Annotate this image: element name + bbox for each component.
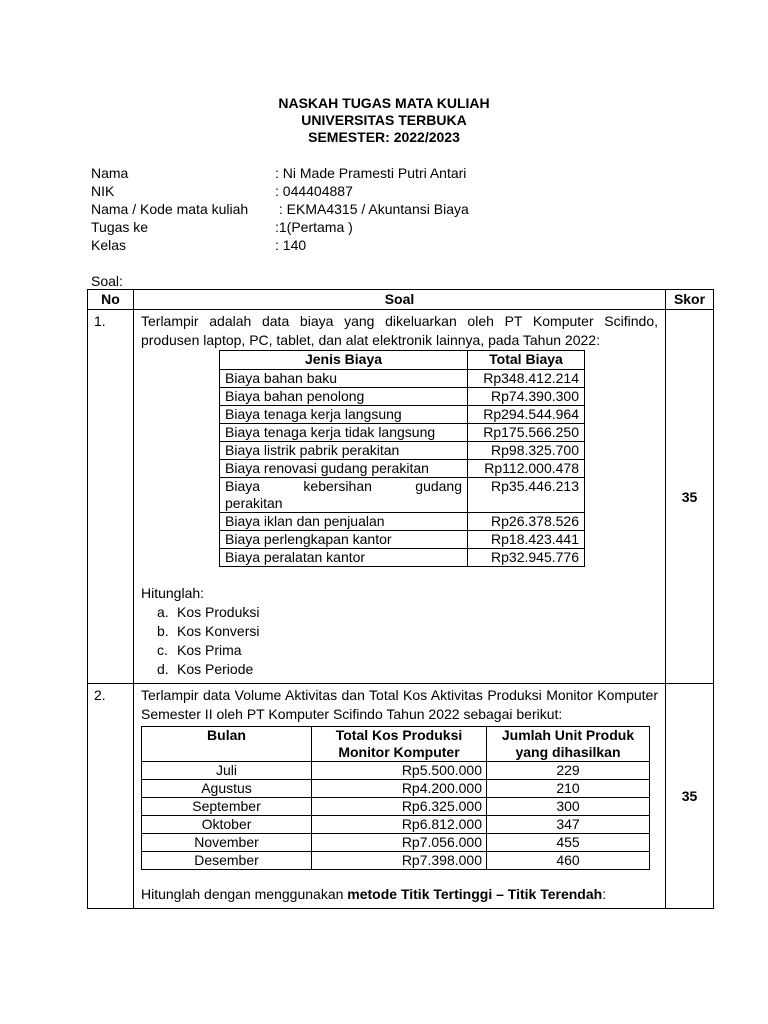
method-prefix: Hitunglah dengan menggunakan (141, 886, 348, 902)
info-value: : Ni Made Pramesti Putri Antari (275, 165, 467, 181)
cost-amount: Rp74.390.300 (468, 388, 585, 406)
cost-table (219, 350, 585, 567)
question-score: 35 (666, 310, 714, 684)
cost-name: Biaya bahan penolong (220, 388, 468, 406)
cost-row (220, 406, 585, 424)
cost-amount: Rp26.378.526 (468, 513, 585, 531)
prod-month: Desember (142, 852, 312, 870)
task-text: Kos Prima (177, 642, 242, 658)
task-item (157, 660, 658, 679)
cost-name-word: kebersihan (303, 478, 372, 494)
prod-cost: Rp4.200.000 (312, 780, 487, 798)
soal-label: Soal: (91, 273, 123, 289)
task-text: Kos Periode (177, 661, 254, 677)
prod-units: 210 (487, 780, 650, 798)
task-item (157, 641, 658, 660)
info-label: Nama (91, 165, 129, 181)
header-no: No (88, 290, 134, 310)
production-row (142, 762, 650, 780)
production-row (142, 816, 650, 834)
cost-name: Biaya renovasi gudang perakitan (220, 460, 468, 478)
question-intro: Terlampir data Volume Aktivitas dan Total Kos Aktivitas Produksi Monitor Komputer Semester II oleh PT Komputer Scifindo Tahun 2022 sebagai berikut: (141, 687, 658, 722)
cost-name: Biaya tenaga kerja langsung (220, 406, 468, 424)
prod-units: 229 (487, 762, 650, 780)
method-name: metode Titik Tertinggi – Titik Terendah (347, 886, 603, 902)
prod-cost: Rp6.812.000 (312, 816, 487, 834)
hitung-label: Hitunglah: (141, 585, 205, 601)
header-skor: Skor (666, 290, 714, 310)
header-title: NASKAH TUGAS MATA KULIAH (278, 95, 490, 111)
task-marker: d. (157, 661, 169, 677)
prod-month: Agustus (142, 780, 312, 798)
task-item (157, 622, 658, 641)
cost-amount: Rp98.325.700 (468, 442, 585, 460)
production-row (142, 834, 650, 852)
production-row (142, 798, 650, 816)
document-header (0, 95, 768, 146)
cost-col-jenis: Jenis Biaya (220, 351, 468, 370)
prod-month: Juli (142, 762, 312, 780)
cost-amount: Rp294.544.964 (468, 406, 585, 424)
info-label: Kelas (91, 237, 127, 253)
cost-row (220, 478, 585, 513)
info-value: :1(Pertama ) (275, 219, 353, 235)
prod-cost: Rp7.056.000 (312, 834, 487, 852)
question-score: 35 (666, 684, 714, 909)
prod-cost: Rp5.500.000 (312, 762, 487, 780)
production-table-header (142, 727, 650, 762)
info-value: : EKMA4315 / Akuntansi Biaya (275, 201, 469, 217)
cost-amount: Rp32.945.776 (468, 549, 585, 567)
cost-row (220, 531, 585, 549)
cost-name-word: Biaya (225, 478, 261, 494)
task-item (157, 603, 658, 622)
cost-name-word: gudang (415, 478, 462, 494)
cost-amount: Rp18.423.441 (468, 531, 585, 549)
cost-row (220, 370, 585, 388)
prod-units: 300 (487, 798, 650, 816)
cost-amount: Rp175.566.250 (468, 424, 585, 442)
cost-name-word: perakitan (225, 495, 283, 511)
question-intro: Terlampir adalah data biaya yang dikeluarkan oleh PT Komputer Scifindo, produsen laptop, PC, tablet, dan alat elektronik lainnya, pada Tahun 2022: (141, 313, 658, 348)
production-row (142, 780, 650, 798)
prod-units: 460 (487, 852, 650, 870)
info-label: NIK (91, 183, 115, 199)
header-semester: SEMESTER: 2022/2023 (308, 129, 460, 145)
cost-col-total: Total Biaya (468, 351, 585, 370)
prod-units: 347 (487, 816, 650, 834)
task-text: Kos Produksi (177, 604, 260, 620)
cost-name: Biaya iklan dan penjualan (220, 513, 468, 531)
cost-amount: Rp112.000.478 (468, 460, 585, 478)
cost-name (220, 478, 468, 513)
method-instruction (141, 885, 658, 904)
prod-units: 455 (487, 834, 650, 852)
task-marker: a. (157, 604, 169, 620)
prod-month: Oktober (142, 816, 312, 834)
prod-cost: Rp6.325.000 (312, 798, 487, 816)
header-soal: Soal (134, 290, 666, 310)
info-label: Nama / Kode mata kuliah (91, 201, 249, 217)
question-row-1 (88, 310, 714, 684)
question-body (134, 310, 666, 684)
production-row (142, 852, 650, 870)
cost-row (220, 442, 585, 460)
cost-row (220, 388, 585, 406)
info-label: Tugas ke (91, 219, 149, 235)
prod-col-unit: Jumlah Unit Produk yang dihasilkan (487, 727, 650, 762)
prod-col-kos: Total Kos Produksi Monitor Komputer (312, 727, 487, 762)
question-body (134, 684, 666, 909)
cost-name: Biaya tenaga kerja tidak langsung (220, 424, 468, 442)
header-university: UNIVERSITAS TERBUKA (301, 112, 467, 128)
cost-row (220, 424, 585, 442)
info-value: : 044404887 (275, 183, 353, 199)
cost-row (220, 549, 585, 567)
cost-table-header (220, 351, 585, 370)
questions-table (87, 289, 714, 909)
task-list (141, 603, 658, 679)
production-table (141, 726, 650, 870)
cost-amount: Rp348.412.214 (468, 370, 585, 388)
prod-month: September (142, 798, 312, 816)
cost-name: Biaya perlengkapan kantor (220, 531, 468, 549)
prod-cost: Rp7.398.000 (312, 852, 487, 870)
cost-name: Biaya peralatan kantor (220, 549, 468, 567)
cost-amount: Rp35.446.213 (468, 478, 585, 513)
cost-name: Biaya listrik pabrik perakitan (220, 442, 468, 460)
method-suffix: : (602, 886, 607, 902)
task-marker: b. (157, 623, 169, 639)
question-number: 2. (88, 684, 134, 909)
task-text: Kos Konversi (177, 623, 260, 639)
cost-row (220, 460, 585, 478)
cost-name: Biaya bahan baku (220, 370, 468, 388)
prod-month: November (142, 834, 312, 852)
prod-col-bulan: Bulan (142, 727, 312, 762)
cost-row (220, 513, 585, 531)
question-number: 1. (88, 310, 134, 684)
questions-header-row (88, 290, 714, 310)
question-row-2 (88, 684, 714, 909)
task-marker: c. (157, 642, 168, 658)
info-value: : 140 (275, 237, 307, 253)
